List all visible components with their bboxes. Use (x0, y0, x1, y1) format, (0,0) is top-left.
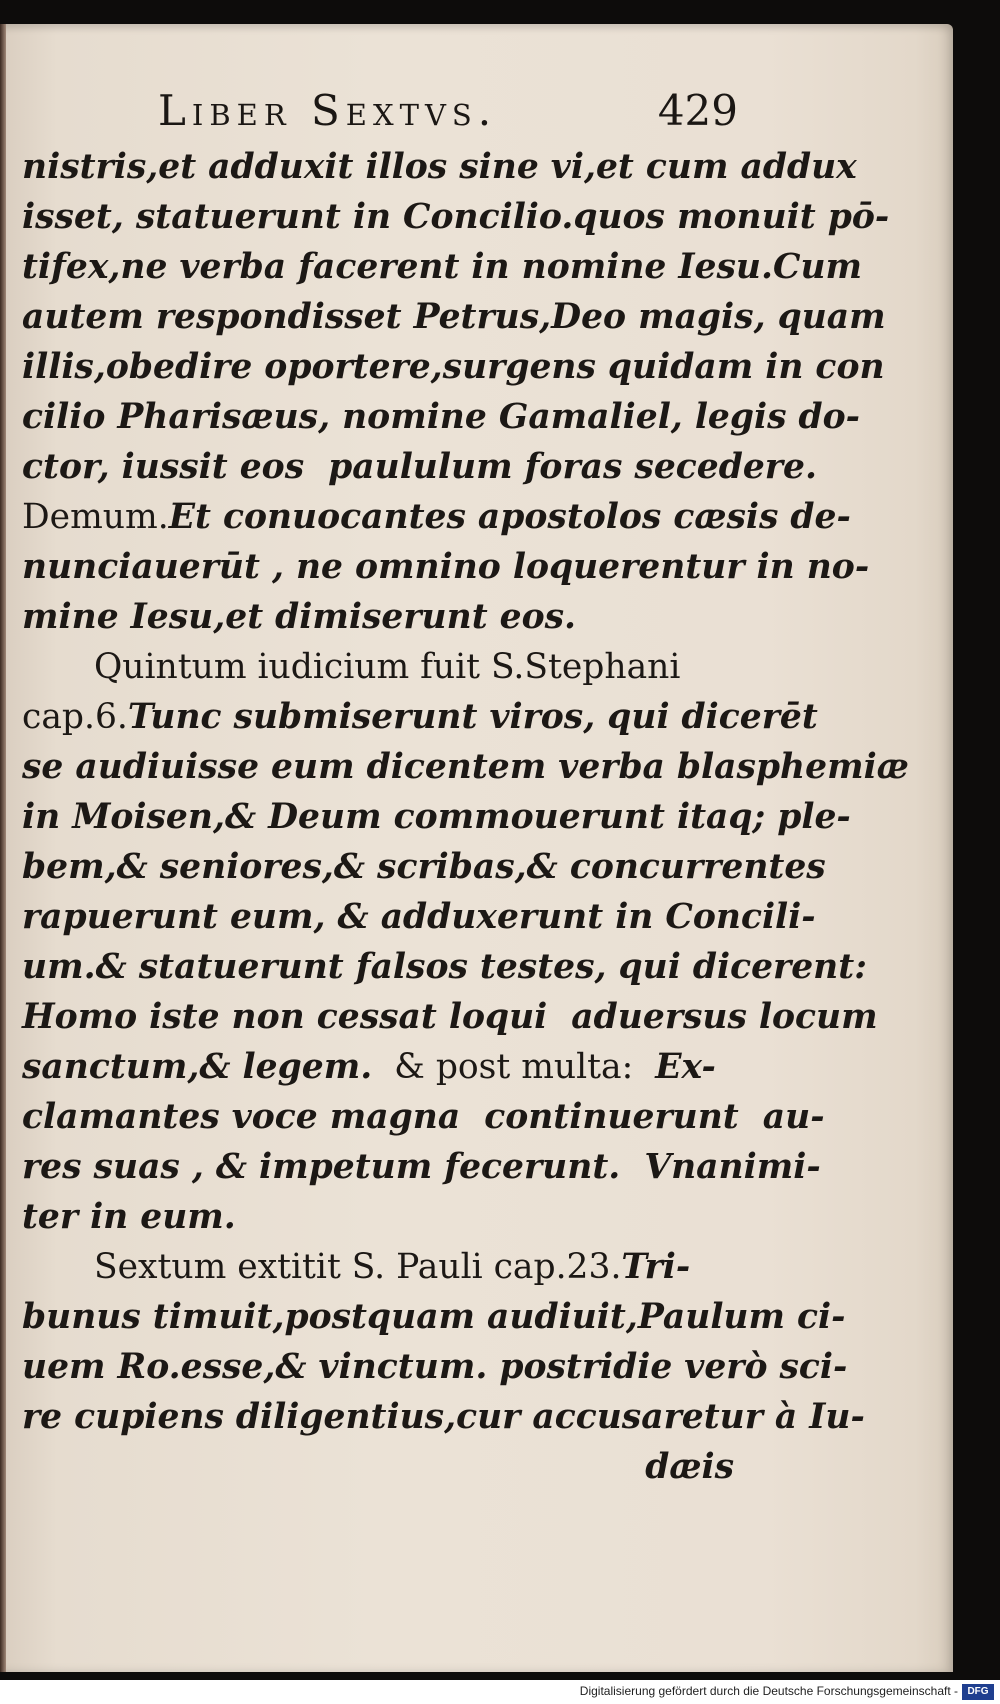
text-line (22, 992, 878, 1042)
text-line (22, 142, 857, 192)
roman-segment: & post multa: (372, 1047, 656, 1087)
italic-segment: nunciauerūt , ne omnino loquerentur in no- (22, 547, 870, 587)
body-text (22, 142, 909, 1492)
italic-segment: Ex- (655, 1047, 716, 1087)
text-line (22, 242, 863, 292)
text-line (22, 1192, 734, 1242)
text-line (22, 1242, 734, 1292)
italic-segment: re cupiens diligentius,cur accusaretur à Iu- (22, 1397, 865, 1437)
italic-segment: ter in eum. (22, 1197, 236, 1237)
italic-segment: se audiuisse eum dicentem verba blasphemiæ (22, 747, 909, 787)
running-head (158, 84, 738, 144)
italic-segment: in Moisen,& Deum commouerunt itaq; ple- (22, 797, 851, 837)
text-line (22, 442, 817, 492)
text-line (22, 892, 816, 942)
text-line (22, 692, 818, 742)
italic-segment: illis,obedire oportere,surgens quidam in con (22, 347, 885, 387)
running-head-title: Liber Sextvs. (158, 86, 498, 135)
page-number: 429 (657, 86, 738, 135)
catchword (22, 1442, 734, 1492)
italic-segment: uem Ro.esse,& vinctum. postridie verò sci- (22, 1347, 848, 1387)
funding-credit: Digitalisierung gefördert durch die Deutsche Forschungsgemeinschaft - (579, 1684, 958, 1698)
italic-segment: bunus timuit,postquam audiuit,Paulum ci- (22, 1297, 846, 1337)
roman-segment: Sextum extitit S. Pauli cap.23. (94, 1247, 622, 1287)
roman-segment: Demum. (22, 497, 169, 537)
text-line (22, 742, 909, 792)
italic-segment: nistris,et adduxit illos sine vi,et cum addux (22, 147, 857, 187)
roman-segment: cap.6. (22, 697, 128, 737)
text-line (22, 342, 885, 392)
text-line (22, 1042, 734, 1092)
italic-segment: Et conuocantes apostolos cæsis de- (168, 497, 851, 537)
dfg-logo: DFG (962, 1684, 994, 1700)
italic-segment: res suas , & impetum fecerunt. Vnanimi- (22, 1147, 821, 1187)
italic-segment: tifex,ne verba facerent in nomine Iesu.Cum (22, 247, 863, 287)
text-line (22, 842, 826, 892)
italic-segment: Homo iste non cessat loqui aduersus locum (22, 997, 878, 1037)
text-line (22, 1392, 865, 1442)
digitization-footer (0, 1680, 1000, 1704)
text-line (22, 542, 870, 592)
italic-segment: dæis (645, 1447, 734, 1487)
text-line (22, 1142, 821, 1192)
text-line (22, 1292, 846, 1342)
text-line (22, 392, 860, 442)
italic-segment: sanctum,& legem. (22, 1047, 373, 1087)
italic-segment: Tri- (621, 1247, 691, 1287)
italic-segment: bem,& seniores,& scribas,& concurrentes (22, 847, 826, 887)
roman-segment: Quintum iudicium fuit S.Stephani (94, 647, 681, 687)
text-line (22, 1342, 848, 1392)
italic-segment: cilio Pharisæus, nomine Gamaliel, legis do- (22, 397, 860, 437)
text-line (22, 792, 851, 842)
italic-segment: mine Iesu,et dimiserunt eos. (22, 597, 577, 637)
text-line (22, 292, 886, 342)
italic-segment: Tunc submiserunt viros, qui dicerēt (127, 697, 818, 737)
text-line (22, 642, 734, 692)
italic-segment: isset, statuerunt in Concilio.quos monuit pō- (22, 197, 890, 237)
text-line (22, 592, 734, 642)
text-line (22, 492, 851, 542)
italic-segment: clamantes voce magna continuerunt au- (22, 1097, 825, 1137)
italic-segment: um.& statuerunt falsos testes, qui dicerent: (22, 947, 867, 987)
italic-segment: ctor, iussit eos paululum foras secedere. (22, 447, 817, 487)
italic-segment: rapuerunt eum, & adduxerunt in Concili- (22, 897, 816, 937)
text-line (22, 192, 890, 242)
text-line (22, 942, 867, 992)
page-binding-edge (0, 24, 6, 1672)
italic-segment: autem respondisset Petrus,Deo magis, quam (22, 297, 886, 337)
text-line (22, 1092, 825, 1142)
